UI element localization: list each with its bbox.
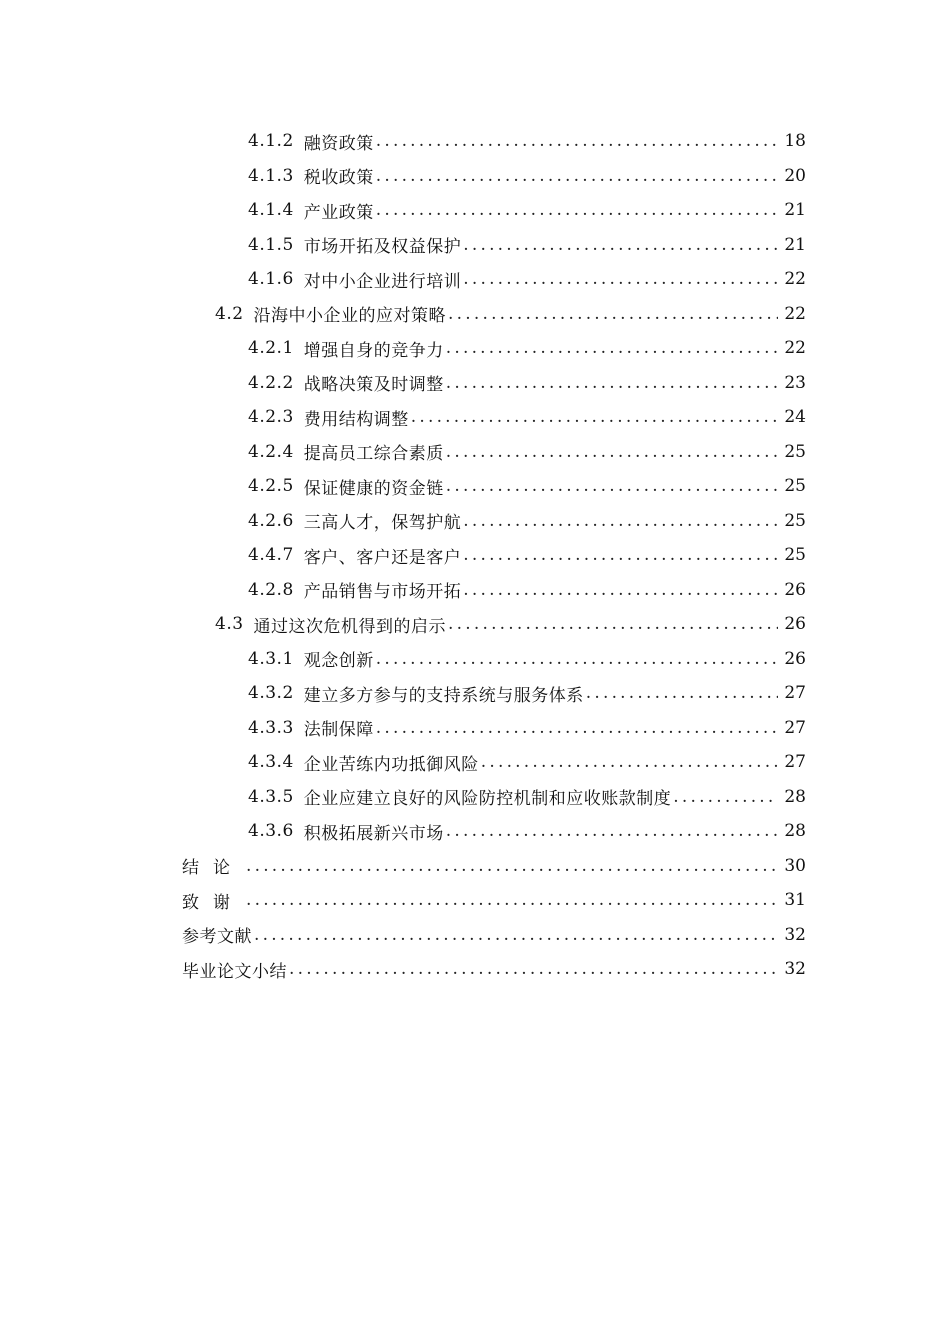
toc-entry-number: 4.2.2 xyxy=(248,372,294,393)
toc-dot-leader xyxy=(376,166,778,186)
toc-entry-number: 4.1.2 xyxy=(248,131,294,152)
toc-entry-title: 客户、客户还是客户 xyxy=(303,547,462,568)
toc-dot-leader xyxy=(463,545,778,565)
toc-entry-2[interactable] xyxy=(0,159,950,194)
toc-entry-page: 27 xyxy=(784,717,806,738)
toc-dot-leader xyxy=(446,476,778,496)
toc-entry-page: 25 xyxy=(784,441,806,462)
toc-dot-leader xyxy=(463,580,778,600)
toc-entry-page: 25 xyxy=(784,510,806,531)
toc-entry-11[interactable] xyxy=(0,469,950,504)
toc-entry-number: 4.3.6 xyxy=(248,821,294,842)
toc-entry-9[interactable] xyxy=(0,400,950,435)
toc-entry-title: 企业应建立良好的风险防控机制和应收账款制度 xyxy=(303,789,672,810)
toc-entry-page: 21 xyxy=(784,200,806,221)
toc-entry-title: 建立多方参与的支持系统与服务体系 xyxy=(303,685,584,706)
toc-entry-16[interactable] xyxy=(0,642,950,677)
toc-entry-14[interactable] xyxy=(0,573,950,608)
toc-entry-title: 融资政策 xyxy=(303,133,374,154)
toc-entry-page: 25 xyxy=(784,476,806,497)
toc-entry-title: 通过这次危机得到的启示 xyxy=(253,616,447,637)
toc-dot-leader xyxy=(246,890,778,910)
toc-entry-page: 23 xyxy=(784,372,806,393)
toc-entry-page: 22 xyxy=(784,338,806,359)
toc-entry-title: 提高员工综合素质 xyxy=(303,444,444,465)
toc-dot-leader xyxy=(448,614,778,634)
table-of-contents xyxy=(0,124,950,987)
toc-entry-number: 4.2.6 xyxy=(248,510,294,531)
toc-entry-title: 参考文献 xyxy=(182,927,252,948)
toc-entry-title: 法制保障 xyxy=(303,720,374,741)
toc-entry-13[interactable] xyxy=(0,538,950,573)
toc-entry-17[interactable] xyxy=(0,676,950,711)
toc-dot-leader xyxy=(463,235,778,255)
toc-dot-leader xyxy=(673,787,778,807)
toc-entry-page: 26 xyxy=(784,579,806,600)
toc-entry-page: 30 xyxy=(784,855,806,876)
toc-entry-22[interactable] xyxy=(0,849,950,884)
toc-entry-page: 26 xyxy=(784,648,806,669)
toc-dot-leader xyxy=(246,856,778,876)
toc-dot-leader xyxy=(289,959,778,979)
toc-entry-number: 4.1.6 xyxy=(248,269,294,290)
toc-dot-leader xyxy=(376,718,778,738)
toc-entry-15[interactable] xyxy=(0,607,950,642)
toc-entry-title: 企业苦练内功抵御风险 xyxy=(303,754,479,775)
toc-entry-8[interactable] xyxy=(0,366,950,401)
toc-entry-number: 4.1.3 xyxy=(248,165,294,186)
toc-entry-5[interactable] xyxy=(0,262,950,297)
toc-entry-1[interactable] xyxy=(0,124,950,159)
toc-entry-page: 32 xyxy=(784,959,806,980)
toc-entry-number: 4.3.5 xyxy=(248,786,294,807)
toc-entry-page: 22 xyxy=(784,269,806,290)
toc-entry-title: 保证健康的资金链 xyxy=(303,478,444,499)
toc-entry-title: 税收政策 xyxy=(303,168,374,189)
toc-dot-leader xyxy=(376,200,778,220)
toc-entry-number: 4.3.4 xyxy=(248,752,294,773)
toc-entry-title: 沿海中小企业的应对策略 xyxy=(253,306,447,327)
toc-entry-page: 27 xyxy=(784,683,806,704)
toc-dot-leader xyxy=(446,373,778,393)
toc-entry-title: 增强自身的竞争力 xyxy=(303,340,444,361)
toc-dot-leader xyxy=(448,304,778,324)
toc-dot-leader xyxy=(254,925,778,945)
toc-entry-page: 22 xyxy=(784,303,806,324)
toc-entry-title: 三高人才，保驾护航 xyxy=(303,513,462,534)
toc-entry-title: 战略决策及时调整 xyxy=(303,375,444,396)
toc-dot-leader xyxy=(463,269,778,289)
toc-entry-page: 26 xyxy=(784,614,806,635)
toc-entry-title: 费用结构调整 xyxy=(303,409,409,430)
toc-entry-number: 4.1.4 xyxy=(248,200,294,221)
toc-entry-page: 31 xyxy=(784,890,806,911)
toc-dot-leader xyxy=(463,511,778,531)
toc-entry-title: 产业政策 xyxy=(303,202,374,223)
toc-entry-title: 观念创新 xyxy=(303,651,374,672)
toc-dot-leader xyxy=(411,407,778,427)
toc-entry-page: 20 xyxy=(784,165,806,186)
toc-entry-title: 致谢 xyxy=(182,892,244,913)
toc-dot-leader xyxy=(481,752,778,772)
toc-dot-leader xyxy=(376,131,778,151)
toc-entry-number: 4.3.1 xyxy=(248,648,294,669)
toc-entry-number: 4.3 xyxy=(215,614,244,635)
toc-dot-leader xyxy=(586,683,778,703)
toc-entry-number: 4.2.3 xyxy=(248,407,294,428)
toc-entry-page: 24 xyxy=(784,407,806,428)
toc-entry-title: 结论 xyxy=(182,858,244,879)
toc-entry-6[interactable] xyxy=(0,297,950,332)
toc-dot-leader xyxy=(376,649,778,669)
toc-entry-18[interactable] xyxy=(0,711,950,746)
toc-entry-page: 28 xyxy=(784,786,806,807)
toc-entry-24[interactable] xyxy=(0,918,950,953)
toc-entry-title: 产品销售与市场开拓 xyxy=(303,582,462,603)
toc-entry-page: 18 xyxy=(784,131,806,152)
toc-dot-leader xyxy=(446,442,778,462)
toc-entry-title: 毕业论文小结 xyxy=(182,961,287,982)
toc-entry-title: 市场开拓及权益保护 xyxy=(303,237,462,258)
toc-dot-leader xyxy=(446,821,778,841)
toc-entry-25[interactable] xyxy=(0,952,950,987)
toc-entry-7[interactable] xyxy=(0,331,950,366)
toc-entry-number: 4.2 xyxy=(215,303,244,324)
toc-entry-page: 25 xyxy=(784,545,806,566)
toc-entry-number: 4.4.7 xyxy=(248,545,294,566)
toc-entry-number: 4.2.4 xyxy=(248,441,294,462)
toc-dot-leader xyxy=(446,338,778,358)
toc-entry-number: 4.3.3 xyxy=(248,717,294,738)
toc-entry-21[interactable] xyxy=(0,814,950,849)
toc-entry-number: 4.2.5 xyxy=(248,476,294,497)
toc-entry-number: 4.2.8 xyxy=(248,579,294,600)
toc-entry-23[interactable] xyxy=(0,883,950,918)
toc-entry-page: 32 xyxy=(784,924,806,945)
toc-entry-3[interactable] xyxy=(0,193,950,228)
toc-entry-number: 4.2.1 xyxy=(248,338,294,359)
toc-entry-number: 4.1.5 xyxy=(248,234,294,255)
toc-entry-20[interactable] xyxy=(0,780,950,815)
toc-entry-page: 27 xyxy=(784,752,806,773)
toc-entry-10[interactable] xyxy=(0,435,950,470)
toc-entry-19[interactable] xyxy=(0,745,950,780)
toc-entry-12[interactable] xyxy=(0,504,950,539)
toc-entry-number: 4.3.2 xyxy=(248,683,294,704)
toc-entry-title: 对中小企业进行培训 xyxy=(303,271,462,292)
toc-entry-page: 21 xyxy=(784,234,806,255)
toc-entry-page: 28 xyxy=(784,821,806,842)
toc-entry-title: 积极拓展新兴市场 xyxy=(303,823,444,844)
toc-entry-4[interactable] xyxy=(0,228,950,263)
